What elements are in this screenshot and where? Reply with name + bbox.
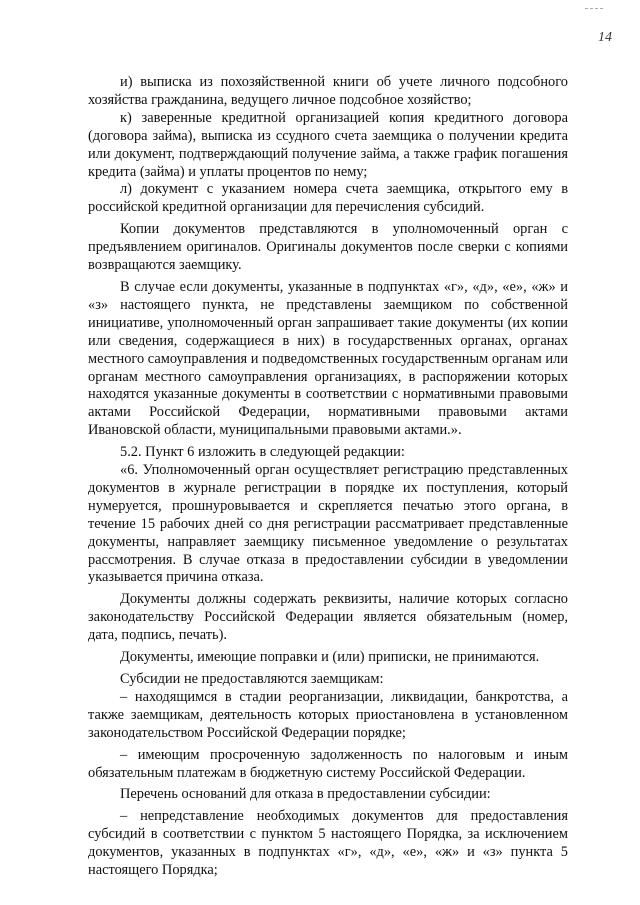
paragraph-item-l: л) документ с указанием номера счета заемщика, открытого ему в российской кредитной организации для перечисления субсидий. (88, 181, 568, 216)
list-item-non-submission: – непредставление необходимых документов для предоставления субсидий в соответствии с пунктом 5 настоящего Порядка, за исключением документов, указанных в подпунктах «г», «д», «е», «ж» и «з» пункта 5 настоящего Порядка; (88, 808, 568, 879)
page-number: 14 (598, 30, 612, 45)
paragraph-request: В случае если документы, указанные в подпунктах «г», «д», «е», «ж» и «з» настоящего пункта, не представлены заемщиком по собственной инициативе, уполномоченный орган запрашивает такие документы (их копии или сведения, содержащиеся в них) в государственных органах, органах местного самоуправления и подведомственных государственным органам или органам местного самоуправления организациях, в распоряжении которых находятся указанные документы в соответствии с нормативными правовыми актами Российской Федерации, нормативными правовыми актами Ивановской области, муниципальными правовыми актами.». (88, 278, 568, 439)
paragraph-item-i: и) выписка из похозяйственной книги об учете личного подсобного хозяйства гражданина, ведущего личное подсобное хозяйство; (88, 74, 568, 108)
paragraph-refusal-grounds: Перечень оснований для отказа в предоставлении субсидии: (120, 786, 491, 803)
document-body (88, 74, 568, 880)
paragraph-requisites: Документы должны содержать реквизиты, наличие которых согласно законодательству Российской Федерации является обязательным (номер, дата, подпись, печать). (88, 591, 568, 644)
paragraph-corrections: Документы, имеющие поправки и (или) приписки, не принимаются. (120, 649, 540, 666)
paragraph-not-granted: Субсидии не предоставляются заемщикам: (120, 671, 384, 687)
paragraph-copies: Копии документов представляются в уполномоченный орган с предъявлением оригиналов. Оригиналы документов после сверки с копиями возвращаются заемщику. (88, 221, 568, 274)
list-item-debt: – имеющим просроченную задолженность по налоговым и иным обязательным платежам в бюджетную систему Российской Федерации. (88, 746, 568, 781)
paragraph-item-k: к) заверенные кредитной организацией копия кредитного договора (договора займа), выписка из ссудного счета заемщика о получении кредита или документ, подтверждающий получение займа, а также график погашения кредита (займа) и уплаты процентов по нему; (88, 109, 568, 180)
scan-corner-mark (585, 8, 603, 10)
paragraph-section-5-2: 5.2. Пункт 6 изложить в следующей редакции: (120, 444, 405, 461)
paragraph-point-6: «6. Уполномоченный орган осуществляет регистрацию представленных документов в журнале регистрации в порядке их поступления, который нумеруется, прошнуровывается и скрепляется печатью этого органа, в течение 15 рабочих дней со дня регистрации рассматривает представленные документы, направляет заемщику письменное уведомление о результатах рассмотрения. В случае отказа в предоставлении субсидии в уведомлении указывается причина отказа. (88, 462, 568, 586)
list-item-reorganization: – находящимся в стадии реорганизации, ликвидации, банкротства, а также заемщикам, деятельность которых приостановлена в установленном законодательством Российской Федерации порядке; (88, 688, 568, 741)
